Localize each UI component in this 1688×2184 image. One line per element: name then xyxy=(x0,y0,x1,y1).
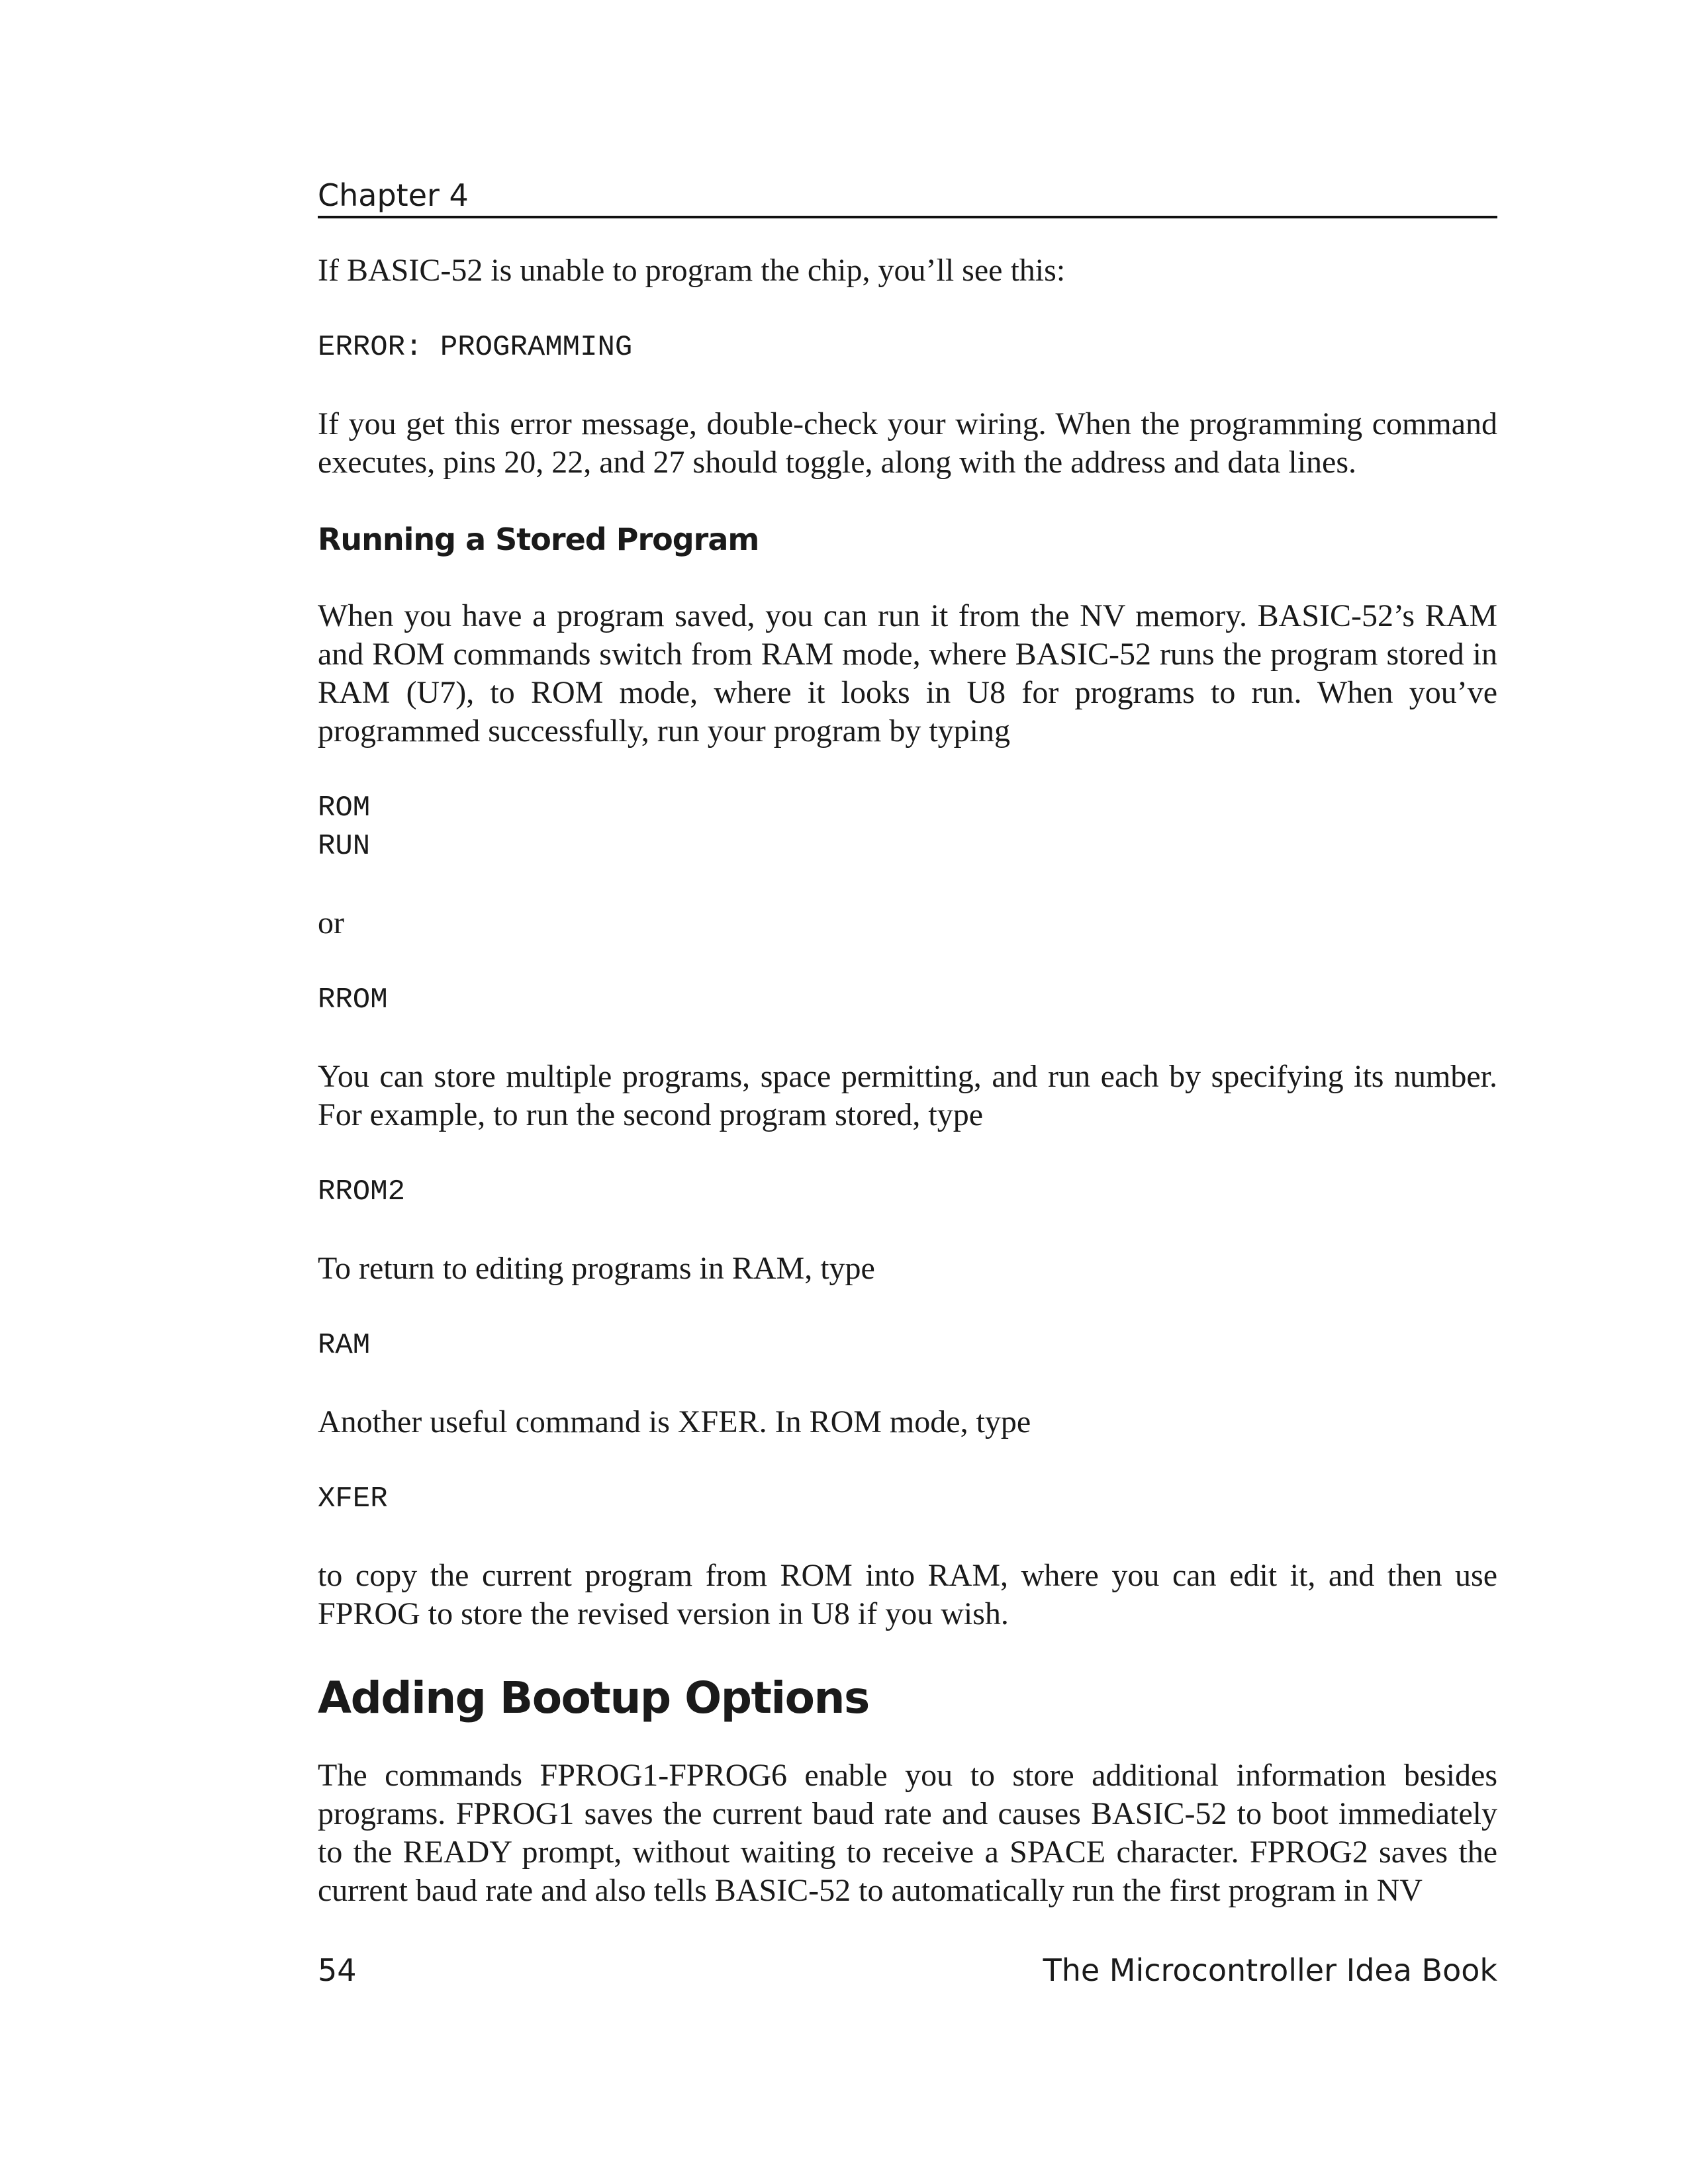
paragraph: You can store multiple programs, space permitting, and run each by specifying its number. For example, to run the second program stored, type xyxy=(318,1059,1497,1132)
page-body xyxy=(318,173,1497,1948)
code-block: RAM xyxy=(318,1329,371,1362)
major-heading: Adding Bootup Options xyxy=(318,1672,869,1723)
paragraph: Another useful command is XFER. In ROM mode, type xyxy=(318,1404,1031,1439)
code-block: ERROR: PROGRAMMING xyxy=(318,331,633,364)
code-block: ROM RUN xyxy=(318,792,371,863)
paragraph: If BASIC-52 is unable to program the chip, you’ll see this: xyxy=(318,253,1066,288)
page-number: 54 xyxy=(318,1952,357,1988)
code-block: RROM xyxy=(318,983,388,1017)
paragraph: to copy the current program from ROM into RAM, where you can edit it, and then use FPROG to store the revised version in U8 if you wish. xyxy=(318,1558,1497,1631)
paragraph: If you get this error message, double-check your wiring. When the programming command executes, pins 20, 22, and 27 should toggle, along with the address and data lines. xyxy=(318,406,1497,480)
paragraph: When you have a program saved, you can run it from the NV memory. BASIC-52’s RAM and ROM commands switch from RAM mode, where BASIC-52 runs the program stored in RAM (U7), to ROM mode, where it looks in U8 for programs to run. When you’ve programmed successfully, run your program by typing xyxy=(318,598,1497,749)
section-heading: Running a Stored Program xyxy=(318,522,759,557)
paragraph: The commands FPROG1-FPROG6 enable you to store additional information besides programs. FPROG1 saves the current baud rate and causes BASIC-52 to boot immediately to the READY prompt, without waiting to receive a SPACE character. FPROG2 saves the current baud rate and also tells BASIC-52 to automatically run the first program in NV xyxy=(318,1758,1497,1908)
book-title: The Microcontroller Idea Book xyxy=(1043,1952,1497,1988)
code-block: RROM2 xyxy=(318,1175,406,1208)
running-footer xyxy=(318,1952,1497,1988)
paragraph: To return to editing programs in RAM, type xyxy=(318,1251,875,1286)
code-block: XFER xyxy=(318,1482,388,1516)
running-header xyxy=(318,173,1497,218)
chapter-label: Chapter 4 xyxy=(318,177,469,213)
paragraph: or xyxy=(318,905,344,940)
